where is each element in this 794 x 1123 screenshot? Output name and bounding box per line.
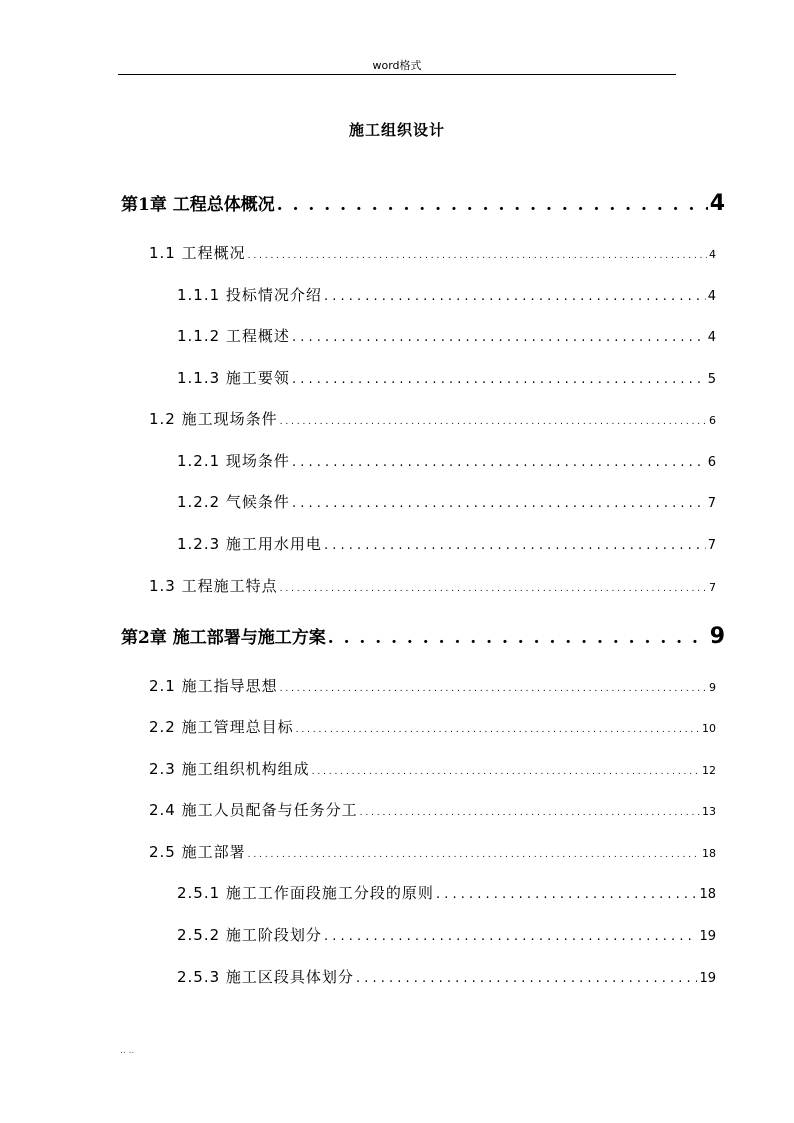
toc-leader-dots (324, 538, 706, 553)
toc-entry-section[interactable] (149, 799, 716, 820)
toc-page-number: 18 (702, 847, 716, 860)
toc-entry-label: 1.3 工程施工特点 (149, 577, 278, 595)
toc-entry-label: 1.1 工程概况 (149, 244, 246, 262)
toc-entry-subsection[interactable] (177, 491, 716, 512)
toc-entry-label: 1.2 施工现场条件 (149, 410, 278, 428)
toc-entry-subsection[interactable] (177, 284, 716, 305)
toc-page-number: 13 (702, 805, 716, 818)
toc-leader-dots (324, 929, 698, 944)
toc-page-number: 10 (702, 722, 716, 735)
toc-page-number: 6 (707, 455, 716, 470)
toc-entry-section[interactable] (149, 758, 716, 779)
toc-page-number: 7 (707, 496, 716, 511)
toc-page-number: 19 (699, 929, 716, 944)
toc-leader-dots (292, 330, 706, 345)
toc-page-number: 7 (709, 581, 716, 594)
toc-entry-label: 2.5.2 施工阶段划分 (177, 926, 322, 944)
toc-leader-dots (280, 417, 707, 427)
toc-entry-label: 1.2.3 施工用水用电 (177, 535, 322, 553)
toc-page-number: 7 (707, 538, 716, 553)
toc-leader-dots (280, 684, 707, 694)
header-rule (118, 74, 676, 75)
toc-leader-dots (436, 887, 698, 902)
toc-entry-subsection[interactable] (177, 966, 716, 987)
toc-entry-label: 第1章 工程总体概况 (121, 195, 275, 215)
toc-page-number: 9 (709, 624, 725, 649)
toc-entry-subsection[interactable] (177, 367, 716, 388)
toc-entry-label: 1.1.2 工程概述 (177, 327, 290, 345)
toc-entry-subsection[interactable] (177, 450, 716, 471)
toc-entry-label: 第2章 施工部署与施工方案 (121, 628, 326, 648)
toc-leader-dots (292, 455, 706, 470)
toc-entry-chapter[interactable] (121, 190, 725, 216)
toc-entry-chapter[interactable] (121, 623, 725, 649)
toc-entry-section[interactable] (149, 841, 716, 862)
toc-page-number: 5 (707, 372, 716, 387)
toc-entry-label: 2.3 施工组织机构组成 (149, 760, 310, 778)
toc-leader-dots (312, 767, 700, 777)
toc-page-number: 4 (709, 191, 725, 216)
toc-entry-label: 2.1 施工指导思想 (149, 677, 278, 695)
toc-entry-label: 1.1.3 施工要领 (177, 369, 290, 387)
toc-leader-dots (360, 808, 700, 818)
toc-entry-label: 2.5 施工部署 (149, 843, 246, 861)
toc-entry-subsection[interactable] (177, 325, 716, 346)
toc-entry-subsection[interactable] (177, 882, 716, 903)
toc-leader-dots (277, 195, 708, 215)
toc-entry-label: 1.2.1 现场条件 (177, 452, 290, 470)
toc-leader-dots (356, 971, 698, 986)
toc-leader-dots (292, 496, 706, 511)
toc-page-number: 19 (699, 971, 716, 986)
toc-entry-label: 2.2 施工管理总目标 (149, 718, 294, 736)
toc-page-number: 4 (707, 289, 716, 304)
toc-entry-label: 2.5.3 施工区段具体划分 (177, 968, 354, 986)
toc-entry-label: 1.2.2 气候条件 (177, 493, 290, 511)
toc-leader-dots (324, 289, 706, 304)
toc-page-number: 4 (707, 330, 716, 345)
toc-entry-label: 2.4 施工人员配备与任务分工 (149, 801, 358, 819)
toc-leader-dots (280, 584, 707, 594)
page-header: word格式 (372, 59, 422, 72)
toc-entry-section[interactable] (149, 675, 716, 696)
toc-leader-dots (328, 628, 708, 648)
toc-entry-section[interactable] (149, 242, 716, 263)
toc-leader-dots (292, 372, 706, 387)
toc-page-number: 18 (699, 887, 716, 902)
toc-page-number: 4 (709, 248, 716, 261)
document-title: 施工组织设计 (348, 121, 445, 139)
toc-entry-label: 2.5.1 施工工作面段施工分段的原则 (177, 884, 434, 902)
toc-leader-dots (248, 850, 700, 860)
toc-entry-section[interactable] (149, 716, 716, 737)
page-footer-marks: .. .. (120, 1046, 135, 1056)
toc-entry-label: 1.1.1 投标情况介绍 (177, 286, 322, 304)
toc-page-number: 12 (702, 764, 716, 777)
toc-page-number: 9 (709, 681, 716, 694)
toc-entry-section[interactable] (149, 408, 716, 429)
toc-entry-subsection[interactable] (177, 924, 716, 945)
toc-leader-dots (248, 251, 707, 261)
toc-entry-section[interactable] (149, 575, 716, 596)
toc-entry-subsection[interactable] (177, 533, 716, 554)
toc-leader-dots (296, 725, 700, 735)
toc-page-number: 6 (709, 414, 716, 427)
